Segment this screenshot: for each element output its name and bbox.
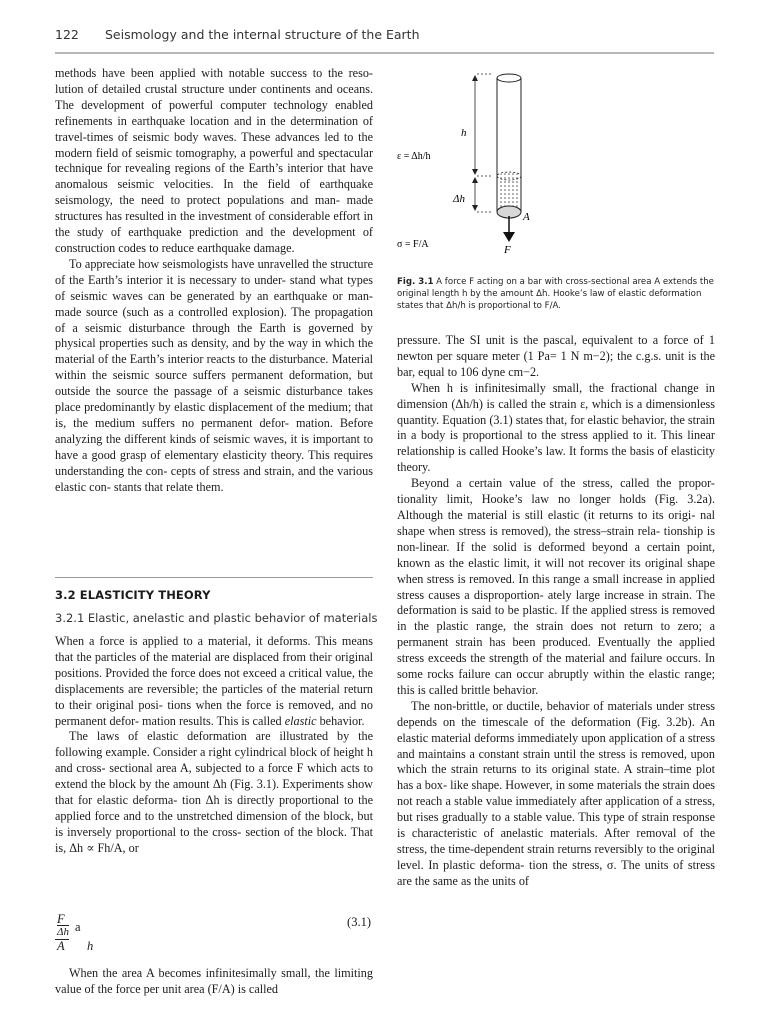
label-h: h — [461, 127, 467, 139]
elasticity-paragraph-1: When a force is applied to a material, it deforms. This means that the particles of the material are displaced from their original positions. Provided the force does not exceed a critical value, the displacements are reversible; the particles of the material return to their original posi- tions when the force is removed, and no permanent defor- mation results. This is called elastic behavior. — [55, 634, 373, 728]
stress-equation: σ = F/A — [397, 239, 429, 250]
right-paragraph-1: pressure. The SI unit is the pascal, equivalent to a force of 1 newton per square meter (1 Pa= 1 N m−2); the c.g.s. unit is the bar, equal to 106 dyne cm−2. — [397, 333, 715, 379]
intro-paragraph-1: methods have been applied with notable success to the reso- lution of detailed crustal structure under continents and oceans. The development of powerful computer technology enabled refinements in earthquake location and in the determination of travel-times of seismic body waves. These advances led to the modern field of seismic tomography, a powerful and spectacular technique for revealing regions of the Earth’s interior that have anomalous seismic velocities. In the field of earthquake seismology, the need to protect populations and man- made structures has resulted in the investment of considerable effort in the study of earthquake prediction and the development of construction codes to reduce earthquake damage. — [55, 66, 373, 255]
chapter-title: Seismology and the internal structure of the Earth — [105, 27, 420, 42]
right-paragraph-3: Beyond a certain value of the stress, called the propor- tionality limit, Hooke’s law no longer holds (Fig. 3.2a). Although the material is still elastic (it returns to its origi- nal shape when stress is removed), the stress–strain rela- tionship is non-linear. If the solid is deformed beyond a certain point, known as the elastic limit, it will not recover its original shape when stress is removed. In this range a small increase in applied stress causes a disproportion- ately large increase in strain. The deformation is said to be plastic. If the applied stress is removed in the plastic range, the strain does not return to zero; a permanent strain has been produced. Eventually the applied stress exceeds the strength of the material and failure occurs. In some rocks failure can occur abruptly within the elastic range; this is called brittle behavior. — [397, 476, 715, 697]
intro-paragraph-2: To appreciate how seismologists have unravelled the structure of the Earth’s interior it is necessary to under- stand what types of seismic waves can be generated by an earthquake or man-made source (such as a controlled explosion). The propagation of a seismic disturbance through the Earth is governed by physical properties such as density, and by the way in which the material of the Earth’s interior reacts to the disturbance. Material within the seismic source suffers permanent deformation, but outside the source the passage of a seismic disturbance takes place predominantly by elastic displacement of the medium; that is, the medium suffers no permanent defor- mation. Before analyzing the different kinds of seismic waves, it is important to have a good grasp of elementary elasticity theory. This requires understanding the con- cepts of stress and strain, and the various elastic con- stants that relate them. — [55, 256, 373, 494]
elasticity-paragraph-2: The laws of elastic deformation are illustrated by the following example. Consider a right cylindrical block of height h and cross- sectional area A, subjected to a force F which acts to extend the block by the amount Δh (Fig. 3.1). Experiments show that for elastic deforma- tion Δh is directly proportional to the applied force and to the unstretched dimension of the block, but is inversely proportional to the cross- section of the block. That is, Δh ∝ Fh/A, or — [55, 729, 373, 855]
section-rule — [55, 577, 373, 578]
strain-equation: ε = Δh/h — [397, 151, 431, 162]
label-delta-h: Δh — [453, 193, 465, 205]
right-paragraph-2: When h is infinitesimally small, the fractional change in dimension (Δh/h) is called the strain ε, which is a dimensionless quantity. Equation (3.1) states that, for elastic behavior, the strain in a body is proportional to the stress applied to it. This linear relationship is called Hooke’s law. It forms the basis of elasticity theory. — [397, 380, 715, 475]
equation-number: (3.1) — [347, 915, 371, 929]
h-arrow-bottom — [472, 169, 478, 175]
right-column-body — [397, 333, 715, 890]
dh-arrow-bottom — [472, 205, 478, 211]
left-column-elasticity — [55, 634, 373, 857]
caption-label: Fig. 3.1 — [397, 277, 434, 287]
label-area: A — [523, 211, 530, 223]
right-paragraph-4: The non-brittle, or ductile, behavior of materials under stress depends on the timescale of the deformation (Fig. 3.2b). An elastic material deforms immediately upon application of a stress and maintains a constant strain until the stress is removed, upon which the strain returns to its original state. A strain–time plot has a box- like shape. However, in some materials the strain does not reach a stable value immediately after application of a stress, but rises gradually to a stable value. This type of strain response is characteristic of anelastic materials. After removal of the stress, the time-dependent strain returns reversibly to the original level. In plastic deforma- tion the stress, σ. The units of stress are the same as the units of — [397, 698, 715, 888]
eq-area: A — [57, 939, 65, 953]
left-column-closing — [55, 966, 373, 998]
dh-arrow-top — [472, 177, 478, 183]
h-arrow-top — [472, 75, 478, 81]
eq-height: h — [87, 939, 94, 953]
subsection-heading: 3.2.1 Elastic, anelastic and plastic behavior of materials — [55, 611, 378, 625]
figure-3-1-diagram — [395, 64, 565, 264]
running-header — [55, 27, 715, 47]
eq-proportional: a — [75, 920, 81, 934]
force-arrow-head — [503, 232, 515, 242]
figure-caption — [397, 276, 715, 312]
eq-delta-h: Δh — [57, 926, 69, 938]
closing-paragraph: When the area A becomes infinitesimally small, the limiting value of the force per unit area (F/A) is called — [55, 966, 373, 996]
bar-top-ellipse — [497, 74, 521, 82]
left-column-intro — [55, 66, 373, 495]
equation-3-1 — [55, 912, 373, 956]
emphasis-elastic: elastic — [284, 713, 317, 728]
section-heading: 3.2 ELASTICITY THEORY — [55, 588, 211, 602]
caption-text: A force F acting on a bar with cross-sectional area A extends the original length h by the amount Δh. Hooke’s law of elastic deformation states that Δh/h is proportional to F/A. — [397, 277, 714, 311]
header-rule — [55, 52, 714, 54]
eq-force: F — [57, 912, 65, 926]
page-number: 122 — [55, 27, 79, 42]
label-force: F — [504, 244, 511, 256]
